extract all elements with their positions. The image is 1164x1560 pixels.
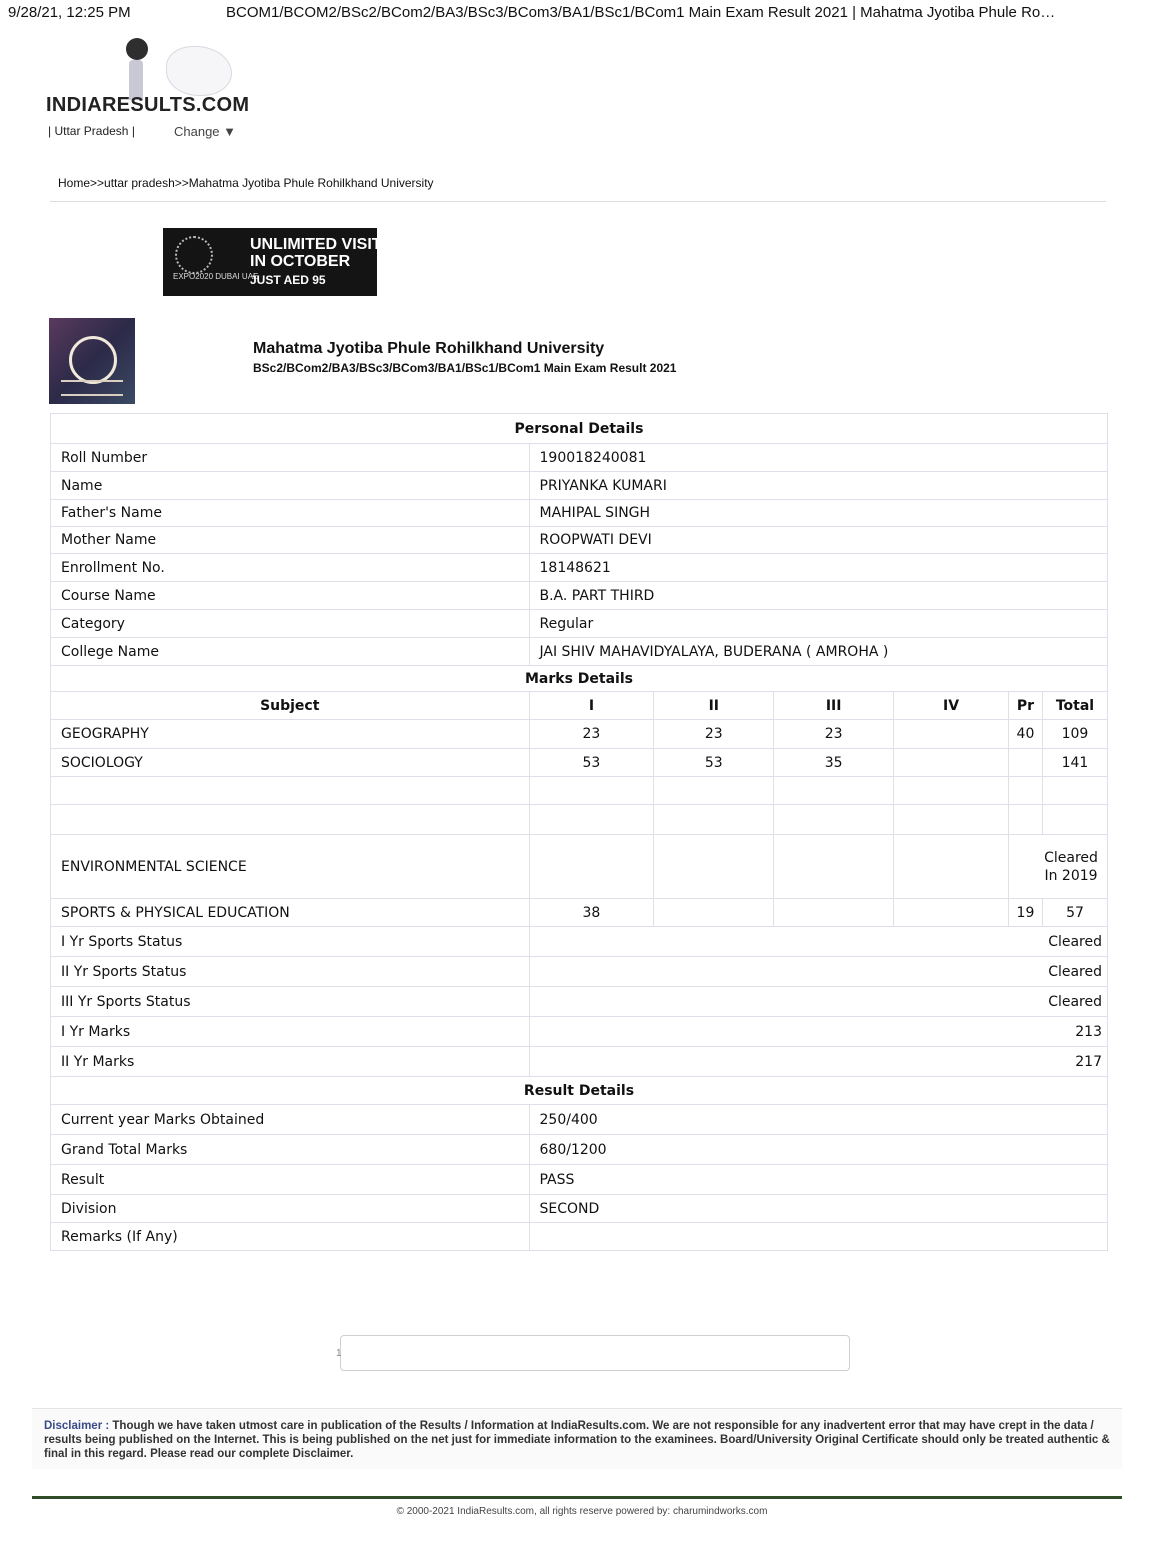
divider xyxy=(50,201,1106,202)
result-row: Current year Marks Obtained 250/400 xyxy=(51,1105,1108,1135)
ad-line-2: IN OCTOBER xyxy=(250,253,351,270)
copyright: © 2000-2021 IndiaResults.com, all rights reserve powered by: charumindworks.com xyxy=(396,1506,768,1517)
footer-divider xyxy=(32,1496,1122,1499)
status-row: II Yr Sports Status Cleared xyxy=(51,957,1108,987)
print-date: 9/28/21, 12:25 PM xyxy=(8,4,131,21)
status-row: I Yr Sports Status Cleared xyxy=(51,927,1108,957)
status-row: I Yr Marks 213 xyxy=(51,1017,1108,1047)
result-table xyxy=(50,413,1108,1251)
personal-details-header: Personal Details xyxy=(51,414,1108,444)
subject-row xyxy=(51,777,1108,805)
exam-title: BSc2/BCom2/BA3/BSc3/BCom3/BA1/BSc1/BCom1 Main Exam Result 2021 xyxy=(253,361,677,375)
logo-figure-icon xyxy=(121,36,155,100)
result-details-header: Result Details xyxy=(51,1077,1108,1105)
wheel-emblem-icon xyxy=(69,336,117,384)
detail-row: Name PRIYANKA KUMARI xyxy=(51,472,1108,500)
change-state-link[interactable]: Change ▼ xyxy=(174,124,237,139)
result-row: Remarks (If Any) xyxy=(51,1223,1108,1251)
disclaimer-label: Disclaimer : xyxy=(44,1420,110,1432)
detail-row: Father's Name MAHIPAL SINGH xyxy=(51,500,1108,527)
print-page-title: BCOM1/BCOM2/BSc2/BCom2/BA3/BSc3/BCom3/BA1/BSc1/BCom1 Main Exam Result 2021 | Mahatma Jyotiba Phule Ro… xyxy=(226,4,1056,21)
breadcrumb-home[interactable]: Home xyxy=(58,176,91,190)
breadcrumb-separator: >> xyxy=(90,176,105,190)
subject-row xyxy=(51,805,1108,835)
disclaimer xyxy=(32,1408,1122,1469)
pagination-box[interactable] xyxy=(340,1335,850,1371)
breadcrumb-separator: >> xyxy=(174,176,189,190)
site-logo[interactable] xyxy=(46,36,266,146)
university-name: Mahatma Jyotiba Phule Rohilkhand University xyxy=(253,340,605,357)
expo-emblem-icon xyxy=(175,236,213,274)
detail-row: Course Name B.A. PART THIRD xyxy=(51,582,1108,610)
emblem-motto-icon xyxy=(61,380,123,396)
disclaimer-text: Though we have taken utmost care in publication of the Results / Information at IndiaResults.com. We are not responsible for any inadvertent error that may have crept in the data / results being published on the Internet. This is being published on the net just for immediate information to the examinees. Board/University Original Certificate should only be treated authentic & final in this regard. Please read our complete Disclaimer. xyxy=(44,1420,1110,1460)
subject-row: ENVIRONMENTAL SCIENCE Cleared In 2019 xyxy=(51,835,1108,899)
detail-row: Enrollment No. 18148621 xyxy=(51,554,1108,582)
detail-row: Mother Name ROOPWATI DEVI xyxy=(51,527,1108,554)
ad-emblem-text: EXPO2020 DUBAI UAE xyxy=(173,272,259,281)
subject-row: SOCIOLOGY 53 53 35 141 xyxy=(51,749,1108,777)
site-brand: INDIARESULTS.COM xyxy=(46,94,250,116)
breadcrumb-state[interactable]: uttar pradesh xyxy=(104,176,175,190)
detail-row: Roll Number 190018240081 xyxy=(51,444,1108,472)
detail-row: Category Regular xyxy=(51,610,1108,638)
result-row: Division SECOND xyxy=(51,1195,1108,1223)
selected-state: | Uttar Pradesh | xyxy=(48,124,135,138)
marks-column-header: Subject I II III IV Pr Total xyxy=(51,692,1108,720)
status-row: II Yr Marks 217 xyxy=(51,1047,1108,1077)
ad-line-1: UNLIMITED VISITS xyxy=(250,236,393,253)
subject-row: GEOGRAPHY 23 23 23 40 109 xyxy=(51,720,1108,749)
pagination-number[interactable]: 1 xyxy=(336,1348,342,1359)
state-map-icon xyxy=(166,46,232,96)
ad-line-3: JUST AED 95 xyxy=(250,273,326,287)
subject-row: SPORTS & PHYSICAL EDUCATION 38 19 57 xyxy=(51,899,1108,927)
breadcrumb-university[interactable]: Mahatma Jyotiba Phule Rohilkhand University xyxy=(188,176,434,190)
result-row: Result PASS xyxy=(51,1165,1108,1195)
status-row: III Yr Sports Status Cleared xyxy=(51,987,1108,1017)
cleared-status: Cleared In 2019 xyxy=(1044,849,1098,884)
advertisement-banner[interactable] xyxy=(163,228,393,296)
detail-row: College Name JAI SHIV MAHAVIDYALAYA, BUDERANA ( AMROHA ) xyxy=(51,638,1108,666)
result-row: Grand Total Marks 680/1200 xyxy=(51,1135,1108,1165)
marks-details-header: Marks Details xyxy=(51,666,1108,692)
breadcrumb xyxy=(58,176,434,190)
university-logo xyxy=(49,318,135,404)
